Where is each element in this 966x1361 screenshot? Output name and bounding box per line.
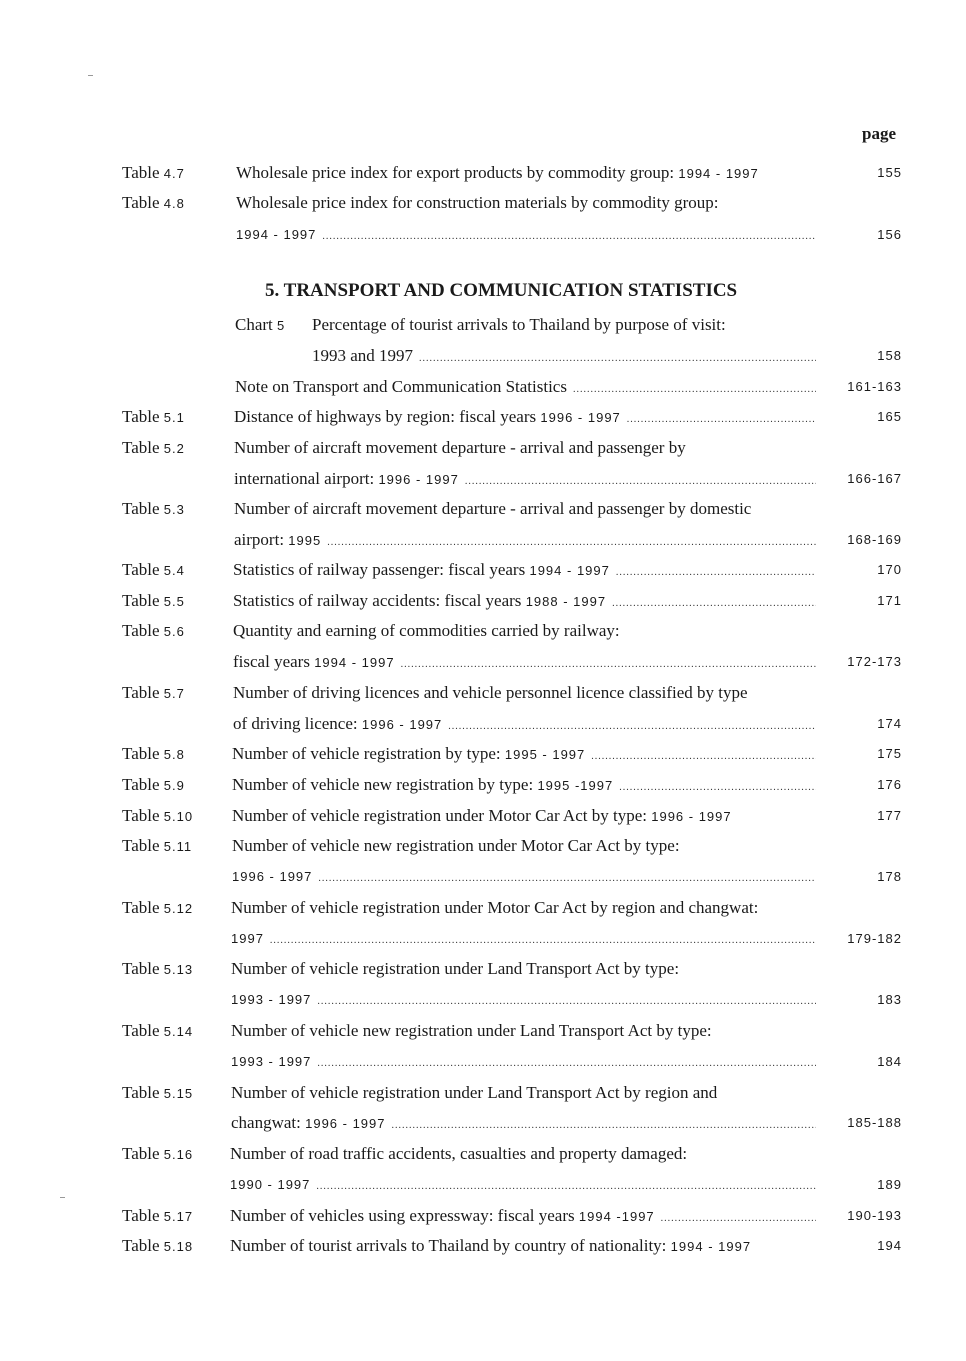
toc-entry[interactable] xyxy=(0,494,966,524)
entry-title: Number of vehicle new registration under Motor Car Act by type: xyxy=(232,836,680,855)
entry-page: 165 xyxy=(877,409,902,424)
entry-title-line2: 1993 - 1997 ..... xyxy=(231,985,820,1017)
entry-label: Table 5.17 xyxy=(122,1206,194,1225)
entry-title: Number of vehicle registration under Motor Car Act by region and changwat: xyxy=(231,898,759,917)
toc-entry-continuation[interactable] xyxy=(0,862,966,892)
entry-title: Number of vehicles using expressway: fiscal years 1994 -1997 ..... xyxy=(230,1201,820,1234)
entry-page: 178 xyxy=(877,869,902,884)
entry-title: Number of tourist arrivals to Thailand by country of nationality: 1994 - 1997 xyxy=(230,1236,752,1255)
entry-label: Table 5.1 xyxy=(122,407,185,426)
entry-title: Number of aircraft movement departure - arrival and passenger by xyxy=(234,438,686,457)
toc-entry[interactable] xyxy=(0,433,966,463)
entry-page: 183 xyxy=(877,992,902,1007)
entry-title: Number of road traffic accidents, casualties and property damaged: xyxy=(230,1144,688,1163)
entry-title: Quantity and earning of commodities carried by railway: xyxy=(233,621,620,640)
entry-title: Number of vehicle registration under Motor Car Act by type: 1996 - 1997 xyxy=(232,806,732,825)
page-column-header: page xyxy=(862,124,896,143)
entry-label: Table 5.11 xyxy=(122,836,193,855)
toc-entry[interactable] xyxy=(0,678,966,708)
toc-entry[interactable] xyxy=(0,1016,966,1046)
scan-mark xyxy=(88,75,93,76)
entry-title-line2: 1996 - 1997 ..... xyxy=(232,862,820,894)
entry-title: Note on Transport and Communication Statistics ..... xyxy=(235,372,820,405)
entry-page: 176 xyxy=(877,777,902,792)
toc-entry[interactable] xyxy=(0,739,966,769)
entry-label: Table 4.8 xyxy=(122,193,185,212)
toc-entry[interactable] xyxy=(0,1078,966,1108)
toc-entry-continuation[interactable] xyxy=(0,1047,966,1077)
entry-page: 175 xyxy=(877,746,902,761)
entry-page: 194 xyxy=(877,1238,902,1253)
entry-label: Table 5.8 xyxy=(122,744,185,763)
entry-title: Number of vehicle registration by type: 1995 - 1997 ..... xyxy=(232,739,820,772)
entry-page: 155 xyxy=(877,165,902,180)
toc-entry-continuation[interactable] xyxy=(0,464,966,494)
entry-label: Table 5.13 xyxy=(122,959,194,978)
entry-label: Table 5.2 xyxy=(122,438,185,457)
entry-label: Chart 5 xyxy=(235,315,286,334)
entry-label: Table 5.6 xyxy=(122,621,185,640)
toc-entry-continuation[interactable] xyxy=(0,1108,966,1138)
entry-title-line2: 1997 ..... xyxy=(231,924,820,956)
toc-entry-continuation[interactable] xyxy=(0,647,966,677)
toc-entry[interactable] xyxy=(0,1201,966,1231)
entry-page: 156 xyxy=(877,227,902,242)
toc-entry[interactable] xyxy=(0,616,966,646)
entry-title: Number of vehicle new registration under Land Transport Act by type: xyxy=(231,1021,712,1040)
entry-page: 184 xyxy=(877,1054,902,1069)
entry-title: Number of vehicle new registration by type: 1995 -1997 ..... xyxy=(232,770,820,803)
entry-page: 166-167 xyxy=(847,471,902,486)
entry-page: 177 xyxy=(877,808,902,823)
toc-entry[interactable] xyxy=(0,555,966,585)
toc-entry[interactable] xyxy=(0,770,966,800)
entry-title: Percentage of tourist arrivals to Thailand by purpose of visit: xyxy=(312,315,726,334)
entry-label: Table 4.7 xyxy=(122,163,185,182)
entry-label: Table 5.3 xyxy=(122,499,185,518)
entry-title: Number of vehicle registration under Land Transport Act by type: xyxy=(231,959,680,978)
entry-title: Number of aircraft movement departure - arrival and passenger by domestic xyxy=(234,499,752,518)
toc-entry[interactable] xyxy=(0,310,966,340)
section-title: 5. TRANSPORT AND COMMUNICATION STATISTICS xyxy=(265,280,738,301)
toc-entry[interactable] xyxy=(0,188,966,218)
entry-label: Table 5.14 xyxy=(122,1021,194,1040)
entry-label: Table 5.10 xyxy=(122,806,194,825)
entry-label: Table 5.9 xyxy=(122,775,185,794)
toc-entry-continuation[interactable] xyxy=(0,220,966,250)
entry-title-line2: 1990 - 1997 ..... xyxy=(230,1170,820,1202)
toc-entry[interactable] xyxy=(0,158,966,188)
toc-entry[interactable] xyxy=(0,1231,966,1261)
entry-label: Table 5.12 xyxy=(122,898,194,917)
toc-entry[interactable] xyxy=(0,801,966,831)
entry-page: 171 xyxy=(877,593,902,608)
entry-title-line2: of driving licence: 1996 - 1997 ..... xyxy=(233,709,820,742)
entry-page: 170 xyxy=(877,562,902,577)
entry-label: Table 5.7 xyxy=(122,683,185,702)
entry-title-line2: fiscal years 1994 - 1997 ..... xyxy=(233,647,820,680)
entry-label: Table 5.16 xyxy=(122,1144,194,1163)
entry-title: Statistics of railway passenger: fiscal years 1994 - 1997 ..... xyxy=(233,555,820,588)
entry-title-line2: 1993 - 1997 ..... xyxy=(231,1047,820,1079)
toc-entry[interactable] xyxy=(0,831,966,861)
entry-label: Table 5.15 xyxy=(122,1083,194,1102)
entry-page: 168-169 xyxy=(847,532,902,547)
entry-page: 189 xyxy=(877,1177,902,1192)
entry-title: Number of vehicle registration under Land Transport Act by region and xyxy=(231,1083,718,1102)
entry-title: Wholesale price index for export products by commodity group: 1994 - 1997 xyxy=(236,163,759,182)
toc-entry[interactable] xyxy=(0,586,966,616)
entry-title: Statistics of railway accidents: fiscal years 1988 - 1997 ..... xyxy=(233,586,820,619)
toc-entry-continuation[interactable] xyxy=(0,924,966,954)
toc-entry-continuation[interactable] xyxy=(0,341,966,371)
toc-entry-continuation[interactable] xyxy=(0,525,966,555)
toc-entry[interactable] xyxy=(0,954,966,984)
entry-label: Table 5.18 xyxy=(122,1236,194,1255)
entry-label: Table 5.4 xyxy=(122,560,185,579)
entry-page: 174 xyxy=(877,716,902,731)
entry-page: 161-163 xyxy=(847,379,902,394)
entry-title-line2: 1994 - 1997 ..... xyxy=(236,220,820,252)
entry-title: Distance of highways by region: fiscal years 1996 - 1997 ..... xyxy=(234,402,820,435)
entry-title: Wholesale price index for construction materials by commodity group: xyxy=(236,193,719,212)
entry-title-line2: 1993 and 1997 ..... xyxy=(312,341,820,374)
entry-label: Table 5.5 xyxy=(122,591,185,610)
toc-entry[interactable] xyxy=(0,893,966,923)
entry-title-line2: airport: 1995 ..... xyxy=(234,525,820,558)
entry-page: 185-188 xyxy=(847,1115,902,1130)
entry-page: 172-173 xyxy=(847,654,902,669)
entry-page: 158 xyxy=(877,348,902,363)
toc-entry-continuation[interactable] xyxy=(0,1170,966,1200)
entry-title-line2: changwat: 1996 - 1997 ..... xyxy=(231,1108,820,1141)
entry-title-line2: international airport: 1996 - 1997 ..... xyxy=(234,464,820,497)
entry-title: Number of driving licences and vehicle personnel licence classified by type xyxy=(233,683,748,702)
toc-entry[interactable] xyxy=(0,402,966,432)
toc-entry-continuation[interactable] xyxy=(0,709,966,739)
entry-page: 179-182 xyxy=(847,931,902,946)
toc-entry[interactable] xyxy=(0,372,966,402)
toc-entry[interactable] xyxy=(0,1139,966,1169)
entry-page: 190-193 xyxy=(847,1208,902,1223)
toc-entry-continuation[interactable] xyxy=(0,985,966,1015)
